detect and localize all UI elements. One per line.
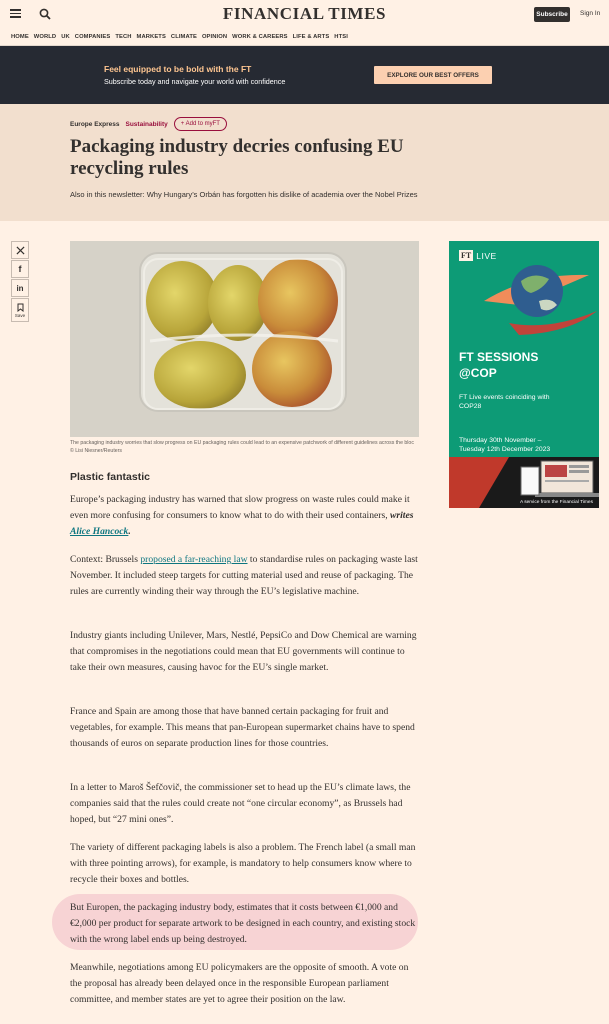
- subscribe-button[interactable]: Subscribe: [534, 7, 570, 22]
- sign-in-link[interactable]: Sign In: [580, 10, 601, 17]
- nav-item-companies[interactable]: COMPANIES: [74, 33, 111, 40]
- article-tags: [70, 117, 227, 131]
- share-facebook-button[interactable]: [11, 260, 29, 278]
- hero-image: [70, 241, 419, 437]
- share-column: [11, 241, 29, 322]
- byline-end: .: [128, 526, 131, 537]
- author-link[interactable]: Alice Hancock: [70, 526, 129, 537]
- share-linkedin-button[interactable]: [11, 279, 29, 297]
- nav-item-opinion[interactable]: OPINION: [201, 33, 228, 40]
- promo-title: Feel equipped to be bold with the FT: [104, 64, 252, 74]
- nav-item-climate[interactable]: CLIMATE: [170, 33, 197, 40]
- topic-link[interactable]: Sustainability: [125, 120, 168, 128]
- paragraph-1: [70, 492, 422, 540]
- linkedin-icon: in: [16, 283, 24, 293]
- promo-banner: [0, 46, 609, 104]
- paragraph-4: France and Spain are among those that have banned certain packaging for fruit and vegetables, for example. This means that pan-European supermarket chains have to spend thousands of euros on separate production lines for those countries.: [70, 706, 415, 749]
- explore-offers-button[interactable]: EXPLORE OUR BEST OFFERS: [374, 66, 492, 84]
- series-link[interactable]: Europe Express: [70, 120, 120, 128]
- ft-live-ad[interactable]: [449, 241, 599, 508]
- ad-subtitle: FT Live events coinciding with COP28: [459, 394, 550, 410]
- paragraph-3: Industry giants including Unilever, Mars, Nestlé, PepsiCo and Dow Chemical are warning that compromises in the negotiations could mean that EU governments will continue to take their own measures, causing havoc for the EU’s single market.: [70, 630, 417, 673]
- nav-item-work-careers[interactable]: WORK & CAREERS: [232, 33, 288, 40]
- main-nav: [0, 28, 609, 46]
- paragraph-7: But Europen, the packaging industry body, estimates that it costs between €1,000 and €2,000 per product for separate artwork to be designed in each country, and existing stock with the wrong label ends up being destroyed.: [70, 902, 416, 945]
- ad-title-line-1: FT SESSIONS: [459, 350, 539, 364]
- share-x-button[interactable]: [11, 241, 29, 259]
- section-subhead: Plastic fantastic: [70, 471, 150, 483]
- nav-item-markets[interactable]: MARKETS: [136, 33, 166, 40]
- paragraph-1-text: Europe’s packaging industry has warned that slow progress on waste rules could make it even more confusing for consumers to know what to do with their used containers,: [70, 494, 410, 521]
- paragraph-2: [70, 552, 422, 600]
- ad-date-end: Tuesday 12th December 2023: [459, 446, 551, 453]
- nav-item-life-arts[interactable]: LIFE & ARTS: [292, 33, 330, 40]
- paragraph-2-end: to standardise rules on packaging waste last November. It included steep targets for cutting material used and reuse of packaging. The rules are currently winding their way through the EU’s legislative machine.: [70, 554, 418, 597]
- bookmark-icon: [17, 303, 24, 312]
- nav-item-htsi[interactable]: HTSI: [334, 33, 348, 40]
- standfirst: Also in this newsletter: Why Hungary’s Orbán has forgotten his dislike of academia over the Nobel Prizes: [70, 190, 418, 199]
- add-to-myft-button[interactable]: + Add to myFT: [174, 117, 227, 131]
- image-caption: The packaging industry worries that slow progress on EU packaging rules could lead to an expensive patchwork of different guidelines across the bloc © Lisi Niesner/Reuters: [70, 440, 414, 454]
- nav-item-world[interactable]: WORLD: [33, 33, 57, 40]
- ad-laptop-panel: [449, 457, 599, 508]
- paragraph-8: Meanwhile, negotiations among EU policymakers are the opposite of smooth. A vote on the proposal has already been delayed once in the responsible European parliament committee, and member states are yet to agree their position on the law.: [70, 962, 409, 1005]
- x-icon: [16, 246, 25, 255]
- masthead-logo[interactable]: FINANCIAL TIMES: [222, 4, 387, 23]
- paragraph-5: In a letter to Maroš Šefčovič, the commissioner set to head up the EU’s climate laws, the companies said that the rules could create not “one circular economy”, as Brussels had hoped, but “27 mini ones”.: [70, 782, 411, 825]
- ad-title: [459, 349, 538, 381]
- nav-item-home[interactable]: HOME: [11, 33, 29, 40]
- ad-logo-live: LIVE: [476, 250, 497, 261]
- byline-writes: writes: [390, 510, 414, 521]
- paragraph-2-start: Context: Brussels: [70, 554, 141, 565]
- save-label: Save: [14, 312, 26, 318]
- facebook-icon: f: [18, 264, 22, 274]
- ad-logo-ft: FT: [461, 251, 472, 260]
- nav-item-uk[interactable]: UK: [61, 33, 70, 40]
- paragraph-6: The variety of different packaging labels is also a problem. The French label (a small man with three pointing arrows), for example, is mandatory to help consumers know where to recycle their boxes and bottles.: [70, 842, 416, 885]
- ad-date-start: Thursday 30th November –: [459, 437, 542, 444]
- save-button[interactable]: [11, 298, 29, 322]
- page-title: Packaging industry decries confusing EU recycling rules: [70, 136, 404, 179]
- proposed-law-link[interactable]: proposed a far-reaching law: [140, 554, 248, 565]
- nav-item-tech[interactable]: TECH: [115, 33, 132, 40]
- ad-title-line-2: @COP: [459, 366, 497, 380]
- top-bar: [0, 0, 609, 28]
- promo-subtitle: Subscribe today and navigate your world with confidence: [104, 77, 286, 86]
- ad-service-label: A service from the Financial Times: [519, 500, 593, 505]
- globe-illustration: [479, 253, 599, 348]
- ad-dates: [459, 436, 550, 454]
